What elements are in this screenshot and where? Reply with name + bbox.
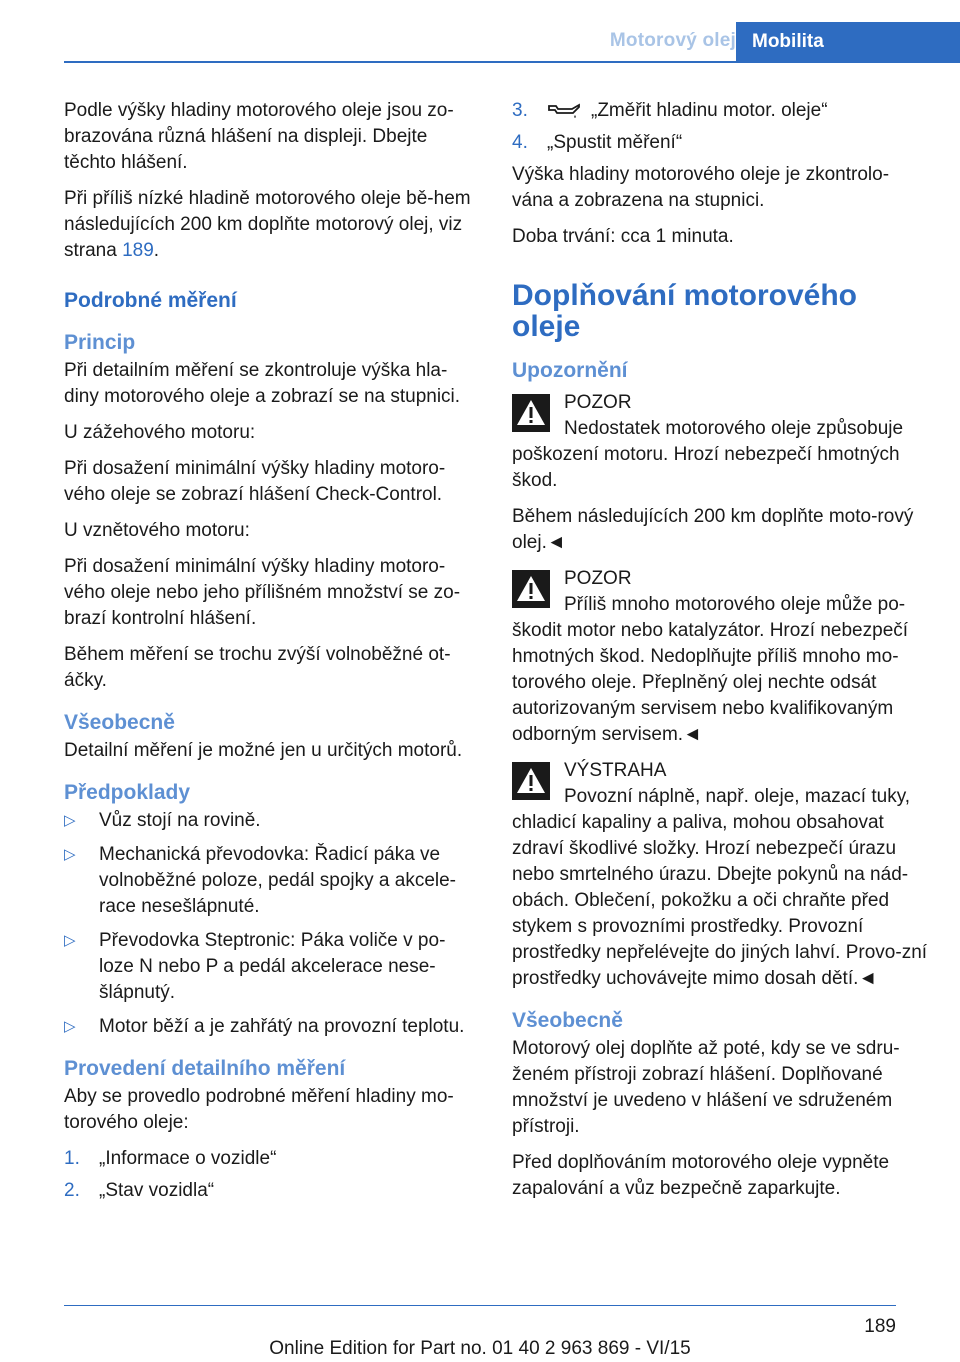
page-number: 189 [864, 1316, 896, 1337]
edition-footer: Online Edition for Part no. 01 40 2 963 869 - VI/15 [269, 1338, 691, 1359]
list-item: 1. „Informace o vozidle“ [64, 1148, 277, 1169]
triangle-bullet-icon: ▷ [64, 812, 76, 829]
general-right-paragraph: Motorový olej doplňte až poté, kdy se ve sdru-ženém přístroji zobrazí hlášení. Doplňované množství je uvedeno v hlášení ve sdruženém přístroji. [512, 1038, 900, 1137]
prerequisites-list [64, 808, 480, 1040]
warning-title: POZOR [564, 568, 632, 589]
warning-text: poškození motoru. Hrozí nebezpečí hmotných škod. [512, 444, 900, 491]
footer-rule [64, 1305, 896, 1306]
warning-text: chladicí kapaliny a paliva, mohou obsahovat zdraví škodlivé složky. Hrozí nebezpečí úrazu nebo smrtelného úrazu. Dbejte pokynů na nád-obách. Oblečení, pokožku a oči chraňte před stykem s provozními prostředky. Provozní prostředky nepřelévejte do jiných lahví. Provo-zní prostředky uchovávejte mimo dosah dětí.◄ [512, 812, 928, 989]
list-item: 2. „Stav vozidla“ [64, 1180, 215, 1201]
gasoline-label: U zážehového motoru: [64, 422, 256, 443]
oil-level-icon [547, 101, 581, 119]
warning-first-line: Příliš mnoho motorového oleje může po- [564, 594, 906, 615]
warning-block [512, 566, 928, 748]
warning-block [512, 758, 928, 992]
warning-extra: Během následujících 200 km doplňte moto-rový olej.◄ [512, 506, 914, 553]
page-header [0, 22, 960, 62]
warning-title: VÝSTRAHA [564, 760, 667, 781]
triangle-bullet-icon: ▷ [64, 932, 76, 949]
list-item: 3. „Změřit hladinu motor. oleje“ [512, 100, 828, 121]
heading-principle: Princip [64, 331, 136, 354]
page-link[interactable]: 189 [122, 240, 154, 261]
heading-oil-refill: Doplňování motorového oleje [512, 279, 857, 343]
warning-triangle-icon [512, 394, 550, 432]
heading-general-right: Všeobecně [512, 1009, 623, 1032]
left-column [64, 98, 480, 1210]
triangle-bullet-icon: ▷ [64, 1018, 76, 1035]
warning-title: POZOR [564, 392, 632, 413]
list-item: ▷ Převodovka Steptronic: Páka voliče v po-loze N nebo P a pedál akcelerace nese-šlápnutý. [64, 930, 446, 1003]
list-item: ▷ Vůz stojí na rovině. [64, 808, 480, 834]
triangle-bullet-icon: ▷ [64, 846, 76, 863]
heading-general: Všeobecně [64, 711, 175, 734]
idle-paragraph: Během měření se trochu zvýší volnoběžné ot-áčky. [64, 644, 451, 691]
warning-first-line: Nedostatek motorového oleje způsobuje [564, 418, 904, 439]
warning-block [512, 390, 928, 556]
warning-text: škodit motor nebo katalyzátor. Hrozí nebezpečí hmotných škod. Nedoplňujte příliš mnoho mo-torového oleje. Přeplněný olej nechte odsát autorizovaným servisem nebo kvalifikovaným odborným servisem.◄ [512, 620, 909, 745]
general-paragraph: Detailní měření je možné jen u určitých motorů. [64, 740, 463, 761]
list-item: ▷ Motor běží a je zahřátý na provozní teplotu. [64, 1014, 480, 1040]
perform-intro: Aby se provedlo podrobné měření hladiny mo-torového oleje: [64, 1086, 454, 1133]
heading-detailed-measurement: Podrobné měření [64, 289, 237, 312]
list-item: ▷ Mechanická převodovka: Řadicí páka ve volnoběžné poloze, pedál spojky a akcele-race nesešlápnuté. [64, 844, 457, 917]
header-chapter-tab: Mobilita [736, 22, 960, 62]
intro-paragraph: Podle výšky hladiny motorového oleje jsou zo-brazována různá hlášení na displeji. Dbejte těchto hlášení. [64, 100, 454, 173]
warning-triangle-icon [512, 762, 550, 800]
gasoline-paragraph: Při dosažení minimální výšky hladiny motoro-vého oleje se zobrazí hlášení Check-Control. [64, 458, 446, 505]
heading-prerequisites: Předpoklady [64, 781, 191, 804]
list-item: 4. „Spustit měření“ [512, 132, 683, 153]
right-column [512, 98, 928, 1212]
warning-first-line: Povozní náplně, např. oleje, mazací tuky, [564, 786, 911, 807]
diesel-label: U vznětového motoru: [64, 520, 250, 541]
heading-notice: Upozornění [512, 359, 628, 382]
warning-triangle-icon [512, 570, 550, 608]
steps-list-continued [512, 98, 928, 156]
steps-list [64, 1146, 480, 1204]
principle-paragraph: Při detailním měření se zkontroluje výška hla-diny motorového oleje a zobrazí se na stupnici. [64, 360, 461, 407]
result-paragraph: Výška hladiny motorového oleje je zkontrolo-vána a zobrazena na stupnici. [512, 164, 890, 211]
before-refill-paragraph: Před doplňováním motorového oleje vypněte zapalování a vůz bezpečně zaparkujte. [512, 1152, 890, 1199]
header-section-title: Motorový olej [609, 30, 736, 51]
diesel-paragraph: Při dosažení minimální výšky hladiny motoro-vého oleje nebo jeho přílišném množství se zo-brazí kontrolní hlášení. [64, 556, 461, 629]
heading-perform-measurement: Provedení detailního měření [64, 1057, 346, 1080]
duration-paragraph: Doba trvání: cca 1 minuta. [512, 226, 734, 247]
header-rule [64, 61, 960, 63]
low-oil-paragraph: Při příliš nízké hladině motorového oleje bě-hem následujících 200 km doplňte motorový olej, viz strana 189. [64, 188, 471, 261]
